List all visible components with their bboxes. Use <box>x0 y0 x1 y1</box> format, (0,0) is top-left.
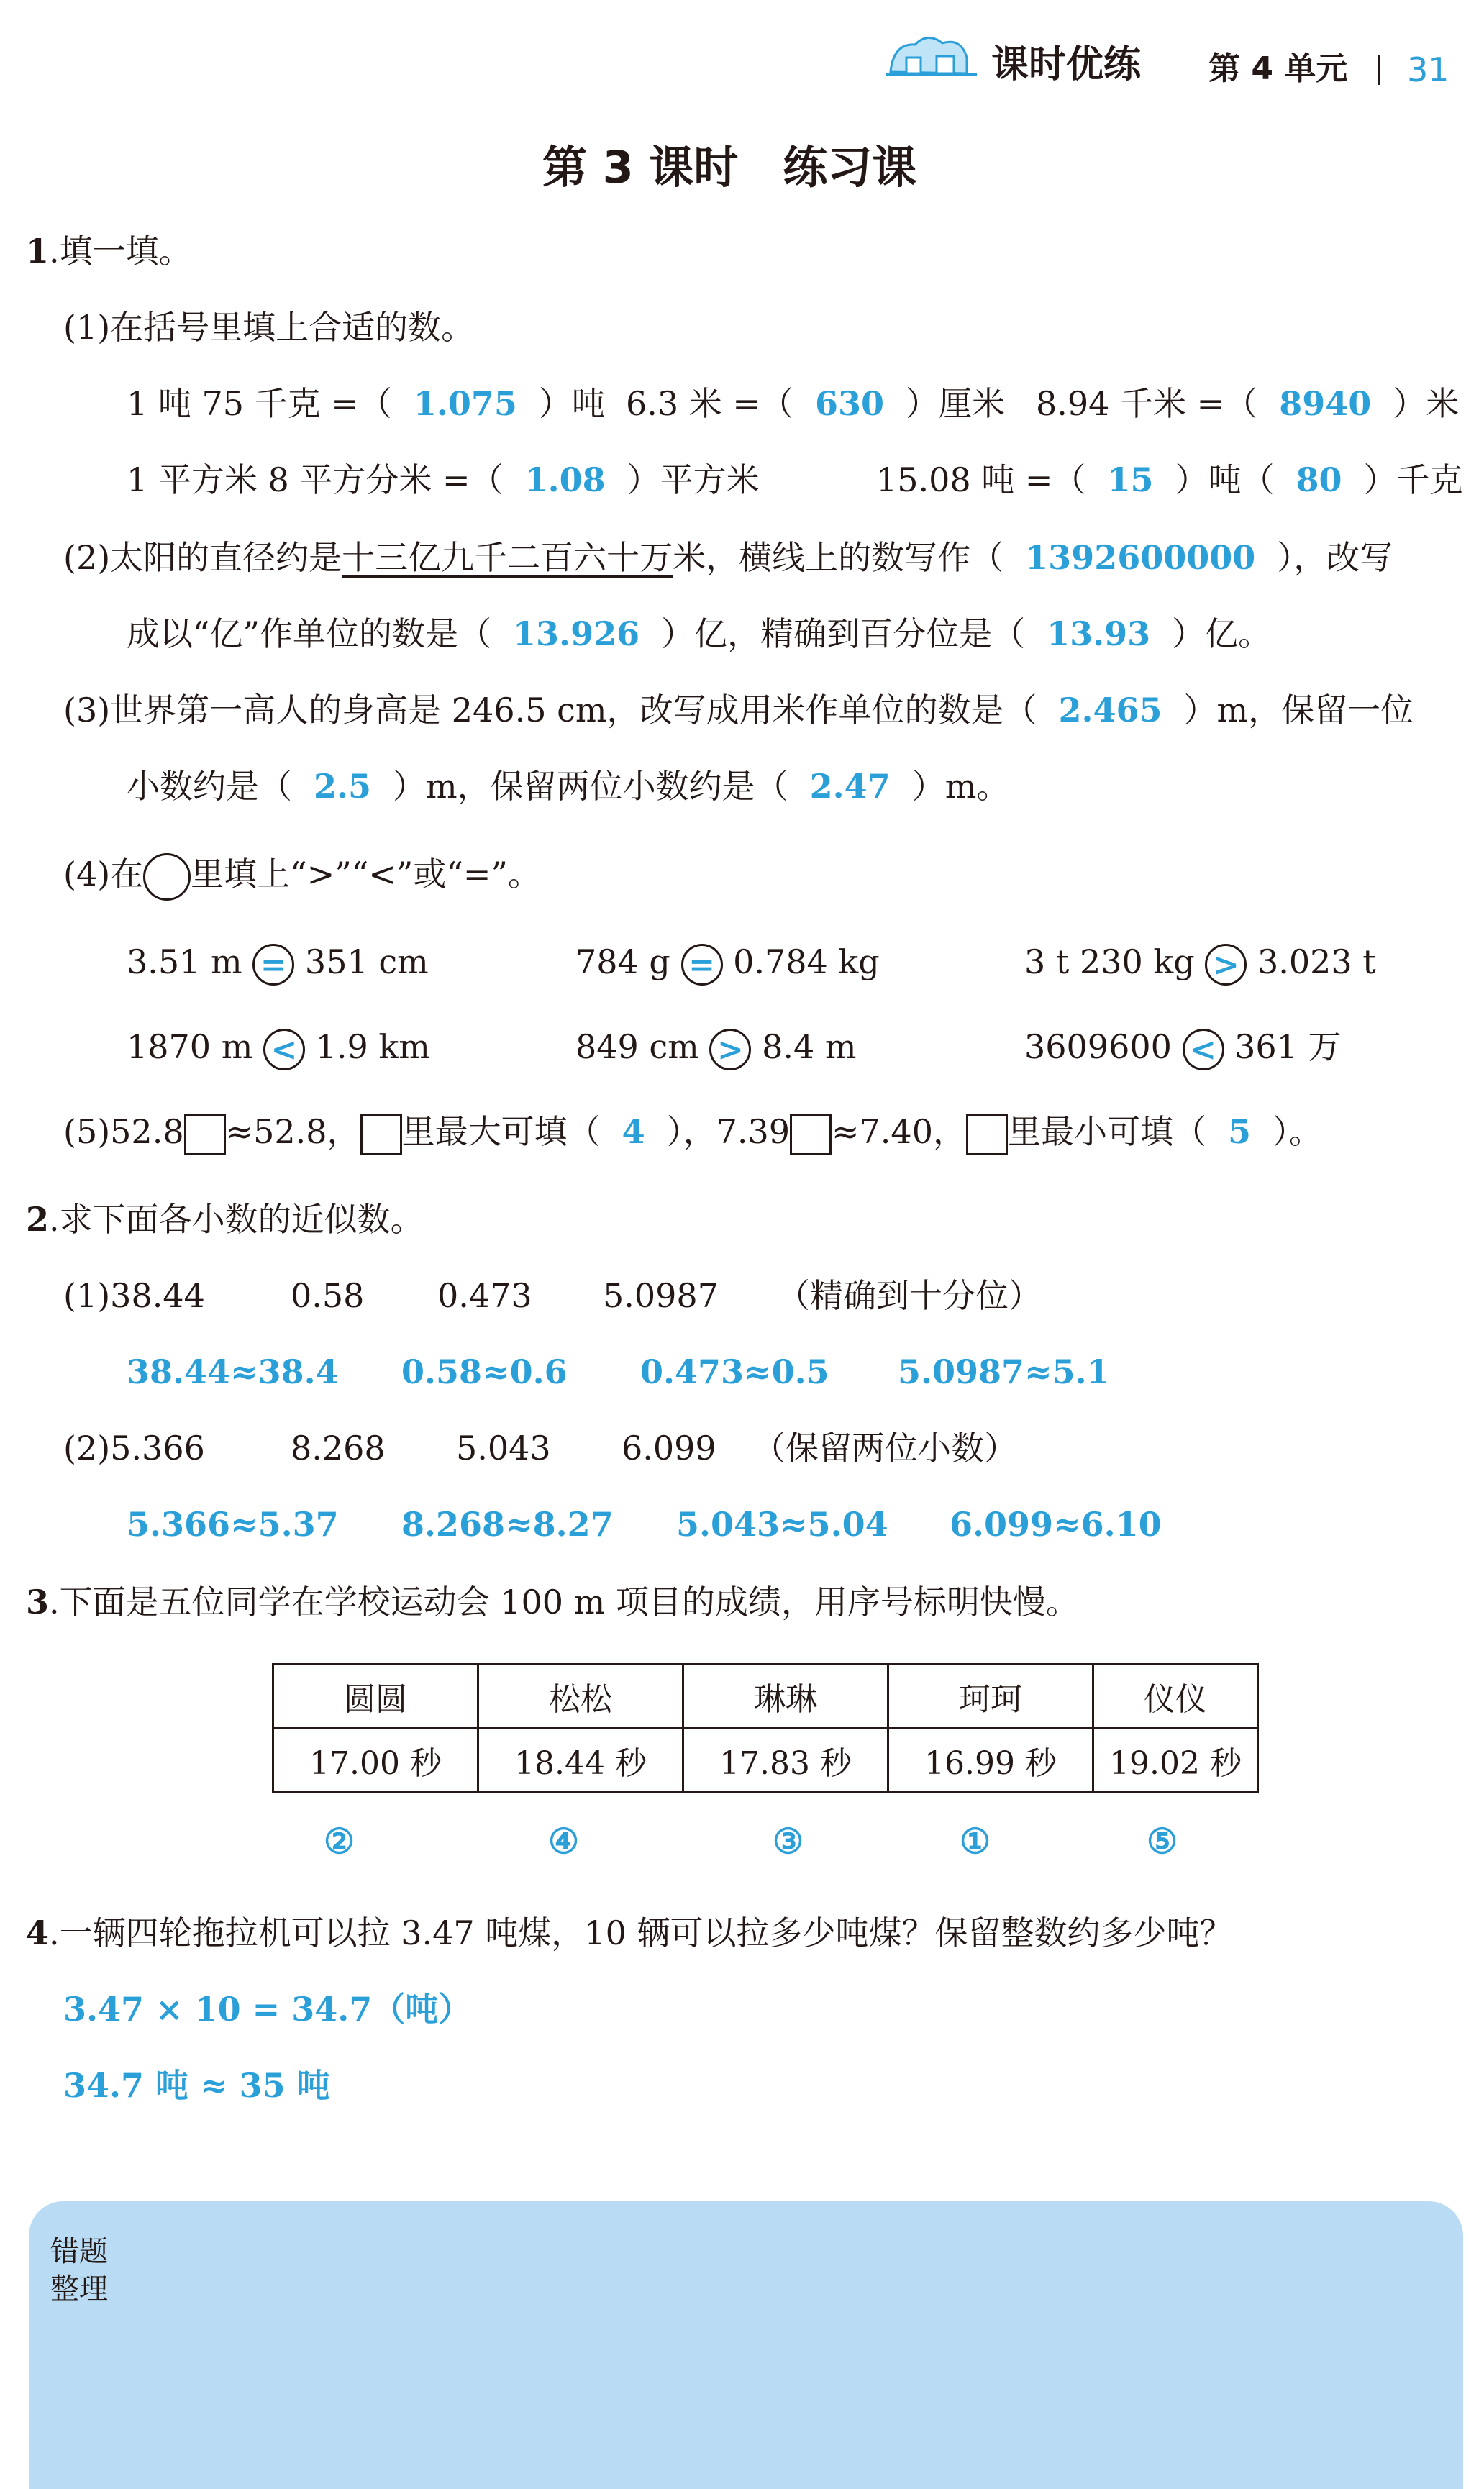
answer: 630 <box>814 384 884 423</box>
q1-p5: (5)52.8 ≈52.8， 里最大可填（ 4 ），7.39 ≈7.40， 里最小可填（ 5 ）。 <box>63 1114 1322 1155</box>
q2-p2-num: 6.099 <box>622 1429 716 1468</box>
q1-p2-line1: (2)太阳的直径约是十三亿九千二百六十万米，横线上的数写作（ 1392600000 ），改写 <box>63 538 1393 577</box>
q2-p1-answer: 38.44≈38.4 <box>127 1352 339 1391</box>
q2-p1-num: 0.58 <box>291 1276 365 1315</box>
answer: 4 <box>622 1112 645 1151</box>
table-cell: 珂珂 <box>888 1665 1093 1729</box>
rank-mark: ④ <box>548 1821 580 1862</box>
q2-heading: 2.求下面各小数的近似数。 <box>26 1200 424 1239</box>
q2-p2-answer: 5.366≈5.37 <box>127 1505 339 1544</box>
rank-mark: ② <box>324 1821 355 1862</box>
underlined-number-words: 十三亿九千二百六十万 <box>342 538 673 577</box>
error-notes-box <box>29 2201 1463 2489</box>
table-row <box>273 1665 1258 1729</box>
q1-p1-row1c: 8.94 千米 =（ 8940 ）米 <box>1036 384 1460 423</box>
q2-p2-note: （保留两位小数） <box>752 1429 1017 1468</box>
q2-p2-num: 5.043 <box>456 1429 551 1468</box>
table-cell: 仪仪 <box>1093 1665 1258 1729</box>
q1-p1-row2a: 1 平方米 8 平方分米 =（ 1.08 ）平方米 <box>127 460 760 499</box>
blank-box <box>360 1114 402 1155</box>
q2-p2-answer: 5.043≈5.04 <box>676 1505 888 1544</box>
answer: 1.08 <box>524 460 606 499</box>
answer: 5 <box>1227 1112 1251 1151</box>
q1-p3-line1: (3)世界第一高人的身高是 246.5 cm，改写成用米作单位的数是（ 2.465 ）m，保留一位 <box>63 691 1414 729</box>
q2-p1-answer: 5.0987≈5.1 <box>898 1352 1110 1391</box>
q3-heading: 3.下面是五位同学在学校运动会 100 m 项目的成绩，用序号标明快慢。 <box>26 1583 1079 1621</box>
compare-item: 3609600 < 361 万 <box>1024 1029 1342 1070</box>
rank-mark: ① <box>960 1821 991 1862</box>
answer: 80 <box>1296 460 1342 499</box>
blank-box <box>184 1114 226 1155</box>
header-logo-icon <box>886 29 980 89</box>
answer: 2.465 <box>1058 691 1162 729</box>
empty-circle-icon <box>143 853 191 901</box>
table-row <box>273 1729 1258 1793</box>
q3-number: 3 <box>26 1583 50 1621</box>
q4-answer-line1: 3.47 × 10 = 34.7（吨） <box>63 1990 472 2029</box>
answer: 2.47 <box>809 767 891 806</box>
answer: 8940 <box>1279 384 1372 423</box>
answer: 13.926 <box>513 614 640 653</box>
page-number: 31 <box>1407 50 1449 89</box>
lesson-title: 第 3 课时 练习课 <box>542 141 917 194</box>
compare-item: 3.51 m = 351 cm <box>127 944 429 986</box>
q1-p1-row1b: 6.3 米 =（ 630 ）厘米 <box>626 384 1005 423</box>
table-cell: 17.83 秒 <box>683 1729 888 1793</box>
q4-answer-line2: 34.7 吨 ≈ 35 吨 <box>63 2066 330 2105</box>
q2-number: 2 <box>26 1200 50 1239</box>
answer: 13.93 <box>1047 614 1151 653</box>
q2-p1-num: 0.473 <box>437 1276 532 1315</box>
q2-p2-answer: 6.099≈6.10 <box>950 1505 1162 1544</box>
q1-p2-line2: 成以“亿”作单位的数是（ 13.926 ）亿，精确到百分位是（ 13.93 ）亿。 <box>127 614 1272 653</box>
header-divider <box>1378 55 1380 85</box>
q1-prompt: 填一填。 <box>59 232 192 270</box>
q1-p3-line2: 小数约是（ 2.5 ）m，保留两位小数约是（ 2.47 ）m。 <box>127 767 1010 806</box>
table-cell: 17.00 秒 <box>273 1729 478 1793</box>
table-cell: 16.99 秒 <box>888 1729 1093 1793</box>
q2-p1-num: 5.0987 <box>603 1276 719 1315</box>
answer: 15 <box>1107 460 1154 499</box>
error-notes-label: 错题 整理 <box>50 2235 108 2306</box>
q1-heading: 1.填一填。 <box>26 232 192 270</box>
compare-item: 1870 m < 1.9 km <box>127 1029 430 1070</box>
q2-p2: (2)5.366 <box>63 1429 205 1468</box>
q1-p4-label: (4)在 里填上“>”“<”或“=”。 <box>63 853 541 901</box>
score-table <box>272 1663 1259 1793</box>
q2-p1-note: （精确到十分位） <box>777 1276 1042 1315</box>
q1-p1-row1a: 1 吨 75 千克 =（ 1.075 ）吨 <box>127 384 605 423</box>
table-cell: 19.02 秒 <box>1093 1729 1258 1793</box>
q1-p1-label: (1)在括号里填上合适的数。 <box>63 308 475 347</box>
q2-p1-answer: 0.473≈0.5 <box>640 1352 829 1391</box>
q2-p1: (1)38.44 <box>63 1276 205 1315</box>
answer: 2.5 <box>314 767 372 806</box>
answer: 1392600000 <box>1025 538 1256 577</box>
answer: 1.075 <box>413 384 517 423</box>
table-cell: 圆圆 <box>273 1665 478 1729</box>
rank-mark: ⑤ <box>1147 1821 1178 1862</box>
q2-p2-num: 8.268 <box>291 1429 386 1468</box>
q4-number: 4 <box>26 1914 50 1952</box>
blank-box <box>966 1114 1008 1155</box>
q1-p1-row2b: 15.08 吨 =（ 15 ）吨（ 80 ）千克 <box>876 460 1463 499</box>
table-cell: 松松 <box>478 1665 683 1729</box>
book-title: 课时优练 <box>991 43 1142 86</box>
q1-number: 1 <box>26 232 50 270</box>
table-cell: 18.44 秒 <box>478 1729 683 1793</box>
compare-item: 849 cm > 8.4 m <box>575 1029 856 1070</box>
q4-heading: 4.一辆四轮拖拉机可以拉 3.47 吨煤，10 辆可以拉多少吨煤？保留整数约多少吨？ <box>26 1914 1233 1952</box>
q2-p2-answer: 8.268≈8.27 <box>401 1505 614 1544</box>
compare-item: 784 g = 0.784 kg <box>575 944 880 986</box>
q2-p1-answer: 0.58≈0.6 <box>401 1352 568 1391</box>
compare-item: 3 t 230 kg > 3.023 t <box>1024 944 1376 986</box>
blank-box <box>790 1114 832 1155</box>
table-cell: 琳琳 <box>683 1665 888 1729</box>
unit-label: 第 4 单元 <box>1208 50 1348 87</box>
rank-mark: ③ <box>773 1821 804 1862</box>
